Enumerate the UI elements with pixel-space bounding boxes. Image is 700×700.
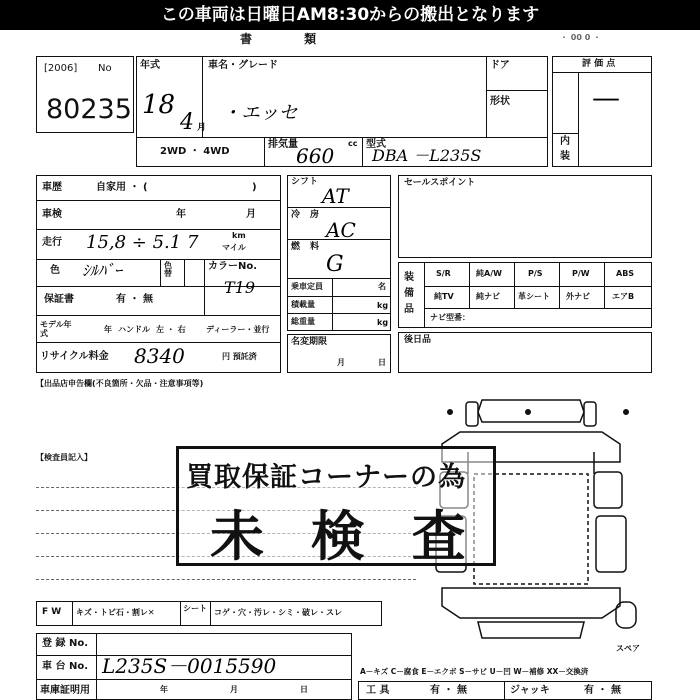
equip-leather: 革シート [518,292,550,301]
label-dealer: ディーラー・並行 [206,325,270,334]
label-fw: F W [42,607,62,617]
label-sobi: 装備品 [404,272,414,315]
equip-aw: 純A/W [476,269,502,278]
label-shamei: 車名・グレード [208,60,278,71]
stamp-main-text: 未 検 査 [210,504,480,568]
hw-car-name: ・エッセ [222,102,298,124]
label-sales: セールスポイント [404,178,476,188]
label-soko: 走行 [42,237,62,248]
label-iro-gae: 色替 [164,261,172,278]
label-en-yotaku: 円 預託済 [222,352,257,361]
label-kg-2: kg [377,318,389,327]
label-katashiki: 型式 [366,139,386,150]
equip-abs: ABS [616,269,635,278]
label-keijo: 形状 [490,96,510,107]
label-jousha: 乗車定員 [291,282,323,291]
notice-banner: この車両は日曜日AM8:30からの搬出となります [0,0,700,30]
hw-ac: AC [326,218,356,242]
hw-shift: AT [322,184,349,208]
label-door: ドア [490,60,510,71]
label-hyoka: 評 価 点 [582,59,616,69]
equip-tv: 純TV [434,292,454,301]
damage-legend: A－キズ C－腐食 E－エクボ S－サビ U－凹 W－補修 XX－交換済 [360,667,589,676]
label-seat: シート [183,604,207,613]
label-kogu: 工 具 [366,685,390,696]
label-hoshosho: 保証書 [44,294,74,305]
label-model-nen: モデル年式 [40,320,72,338]
hw-fuel: G [326,252,344,277]
label-meigi: 名変期限 [291,337,328,347]
label-nenshiki: 年式 [140,60,160,71]
equip-ext-navi: 外ナビ [566,292,590,301]
label-shareki: 車歴 [42,182,62,193]
hw-color: ｼﾙﾊﾞｰ [82,261,123,280]
equip-sr: S/R [436,269,451,278]
no-label: No [98,63,112,74]
label-shuppin: 【出品店申告欄(不良箇所・欠品・注意事項等) [36,379,204,388]
equip-airbag: エアB [612,292,635,301]
hw-recycle-amount: 8340 [134,344,185,368]
label-color-no: カラーNo. [208,261,258,272]
label-jack: ジャッキ [510,685,550,696]
label-nenryo: 燃料 [291,242,330,252]
equip-pw: P/W [572,269,590,278]
label-km: km [232,231,246,240]
hw-year: 18 [142,90,176,120]
label-iro: 色 [50,265,60,276]
label-so: 装 [560,151,570,162]
label-toroku: 登 録 No. [42,638,89,649]
goji-box [398,332,652,373]
hw-displacement: 660 [296,144,335,168]
label-cc: cc [348,139,358,148]
seat-options: コゲ・穴・汚レ・シミ・破レ・スレ [214,608,342,617]
fw-options: キズ・トビ石・割レ✕ [76,608,155,617]
hw-chassis: L235S－0015590 [102,654,277,678]
kogu-options: 有 ・ 無 [430,685,467,696]
label-shadai: 車 台 No. [42,661,89,672]
equip-ps: P/S [528,269,543,278]
label-kensa: 【検査員記入】 [36,453,92,462]
shaken-nen: 年 [176,209,186,220]
label-kg-1: kg [377,301,389,310]
label-sojuryo: 総重量 [291,317,315,326]
label-spare: スペア [616,644,640,653]
equip-navi: 純ナビ [476,292,500,301]
jack-options: 有 ・ 無 [584,685,621,696]
shako-gatsu: 月 [230,685,238,694]
label-navi-model: ナビ型番： [430,313,470,322]
hoshosho-options: 有 ・ 無 [116,294,153,305]
stamp-top-text: 買取保証コーナーの為 [186,462,466,493]
lot-number: 80235 [46,94,132,125]
shareki-close: ) [252,182,257,193]
label-mile: マイル [222,243,246,252]
hw-mileage: 15,8 ÷ 5.1 7 [86,232,199,253]
hw-month: 4 [180,110,194,135]
label-tsuki: 月 [337,358,345,367]
year-tag: [2006] [44,63,78,74]
shako-nen: 年 [160,685,168,694]
label-month-suffix: 月 [197,123,207,133]
label-drive: 2WD ・ 4WD [160,146,230,157]
label-goji: 後日品 [404,335,432,345]
hw-score: — [592,81,620,114]
label-reibo: 冷房 [291,210,330,220]
model-nen: 年 [104,325,112,334]
label-sekisai: 積載量 [291,300,315,309]
header-top-right: ・ 00 0 ・ [560,33,602,42]
label-nai: 内 [560,136,570,147]
shako-nichi: 日 [300,685,308,694]
hw-color-no: T19 [224,278,256,297]
label-shaken: 車検 [42,209,62,220]
hw-model-code: DBA －L235S [372,146,482,165]
label-shako: 車庫証明用 [40,685,90,696]
label-haikiryo: 排気量 [268,139,298,150]
label-nichi: 日 [378,358,386,367]
handle-options: 左 ・ 右 [156,325,186,334]
shareki-options: 自家用 ・ ( [96,182,148,193]
label-handle: ハンドル [118,325,150,334]
shaken-gatsu: 月 [246,209,256,220]
label-mei: 名 [378,282,386,291]
label-shift: シフト [291,177,319,187]
header-title: 書 類 [240,32,341,46]
label-recycle: リサイクル料金 [40,351,109,362]
